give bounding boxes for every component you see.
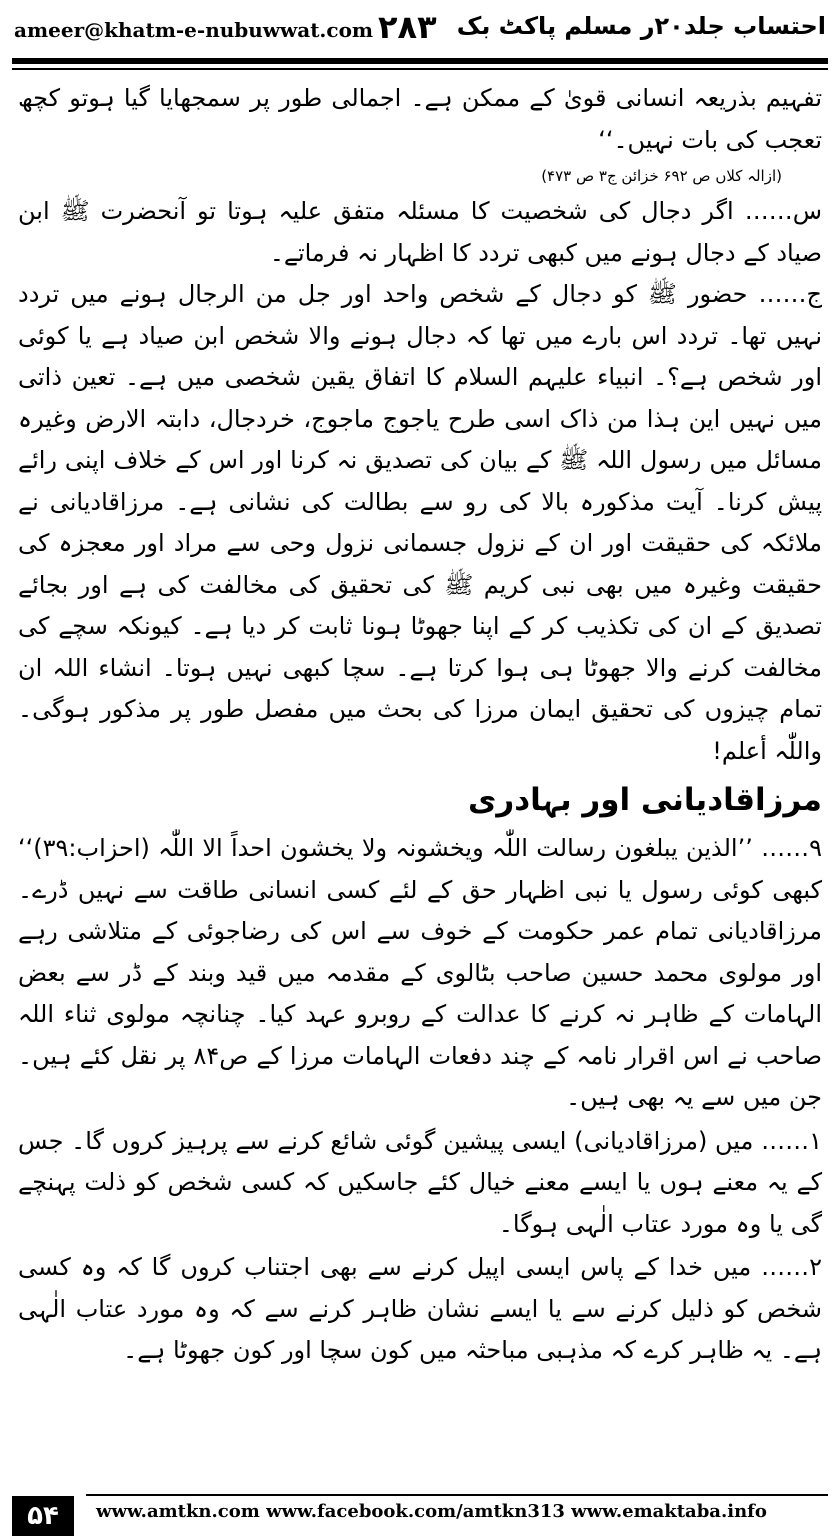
page-header xyxy=(0,0,840,62)
header-email[interactable]: ameer@khatm-e-nubuwwat.com xyxy=(14,18,374,42)
page-number: ۲۸۳ xyxy=(378,8,437,46)
paragraph-intro: تفہیم بذریعہ انسانی قویٰ کے ممکن ہے۔ اجمالی طور پر سمجھایا گیا ہوتو کچھ تعجب کی بات نہیں۔‘‘ xyxy=(18,84,823,154)
paragraph-point-9: ۹…… ’’الذین یبلغون رسالت اللّٰہ ویخشونہ ولا یخشون احداً الا اللّٰہ (احزاب:۳۹)‘‘ کبھی کوئی رسول یا نبی اظہار حق کے لئے کسی انسانی طاقت سے نہیں ڈرے۔ مرزاقادیانی تمام عمر حکومت کے خوف سے اس کی رضاجوئی کے متلاشی رہے اور مولوی محمد حسین صاحب بٹالوی کے مقدمہ میں قید وبند کے ڈر سے بعض الہامات کے ظاہر نہ کرنے کا عدالت کے روبرو عہد کیا۔ چنانچہ مولوی ثناء اللہ صاحب نے اس اقرار نامہ کے چند دفعات الہامات مرزا کے ص۸۴ پر نقل کئے ہیں۔ جن میں سے یہ بھی ہیں۔ xyxy=(18,834,822,1111)
list-item-2: ۲…… میں خدا کے پاس ایسی اپیل کرنے سے بھی اجتناب کروں گا کہ وہ کسی شخص کو ذلیل کرنے سے یا ایسے نشان ظاہر کرنے سے کہ وہ مورد عتاب الٰہی ہے۔ یہ ظاہر کرے کہ مذہبی مباحثہ میں کون سچا اور کون جھوٹا ہے۔ xyxy=(18,1253,822,1364)
header-rule-thin xyxy=(12,68,828,70)
footer-rule xyxy=(86,1494,828,1496)
paragraph-question: س…… اگر دجال کی شخصیت کا مسئلہ متفق علیہ ہوتا تو آنحضرت ﷺ ابن صیاد کے دجال ہونے میں کبھی تردد کا اظہار نہ فرماتے۔ xyxy=(18,197,822,267)
section-heading: مرزاقادیانی اور بہادری xyxy=(467,782,822,818)
page-footer xyxy=(0,1488,840,1540)
book-title: احتساب جلد۲۰ر مسلم پاکٹ بک xyxy=(456,12,826,40)
header-rule-thick xyxy=(12,58,828,64)
reference-citation: (ازالہ کلاں ص ۶۹۲ خزائن ج۳ ص ۴۷۳) xyxy=(541,167,782,185)
list-item-1: ۱…… میں (مرزاقادیانی) ایسی پیشین گوئی شائع کرنے سے پرہیز کروں گا۔ جس کے یہ معنے ہوں یا ایسے معنے خیال کئے جاسکیں کہ کسی شخص کو ذلت پہنچے گی یا وہ مورد عتاب الٰہی ہوگا۔ xyxy=(18,1126,822,1238)
page-body xyxy=(18,78,822,1372)
sheet-number-badge: ۵۴ xyxy=(12,1496,74,1536)
footer-urls[interactable]: www.amtkn.com www.facebook.com/amtkn313 www.emaktaba.info xyxy=(96,1501,767,1522)
paragraph-answer: ج…… حضور ﷺ کو دجال کے شخص واحد اور جل من الرجال ہونے میں تردد نہیں تھا۔ تردد اس بارے میں تھا کہ دجال ہونے والا شخص ابن صیاد ہے یا کوئی اور شخص ہے؟۔ انبیاء علیہم السلام کا اتفاق یقین شخصی میں ہے۔ تعین ذاتی میں نہیں این ہذا من ذاک اسی طرح یاجوج ماجوج، خردجال، دابتہ الارض وغیرہ مسائل میں رسول اللہ ﷺ کے بیان کی تصدیق نہ کرنا اور اس کے خلاف اپنی رائے پیش کرنا۔ آیت مذکورہ بالا کی رو سے بطالت کی نشانی ہے۔ مرزاقادیانی نے ملائکہ کی حقیقت اور ان کے نزول جسمانی نزول وحی سے مراد اور معجزہ کی حقیقت وغیرہ میں بھی نبی کریم ﷺ کی تحقیق کی مخالفت کی ہے اور بجائے تصدیق کے ان کی تکذیب کر کے اپنا جھوٹا ہونا ثابت کر دیا ہے۔ کیونکہ سچے کی مخالفت کرنے والا جھوٹا ہی ہوا کرتا ہے۔ سچا کبھی نہیں ہوتا۔ انشاء اللہ ان تمام چیزوں کی تحقیق ایمان مرزا کی بحث میں مفصل طور پر مذکور ہوگی۔ واللّٰہ أعلم! xyxy=(18,280,822,765)
